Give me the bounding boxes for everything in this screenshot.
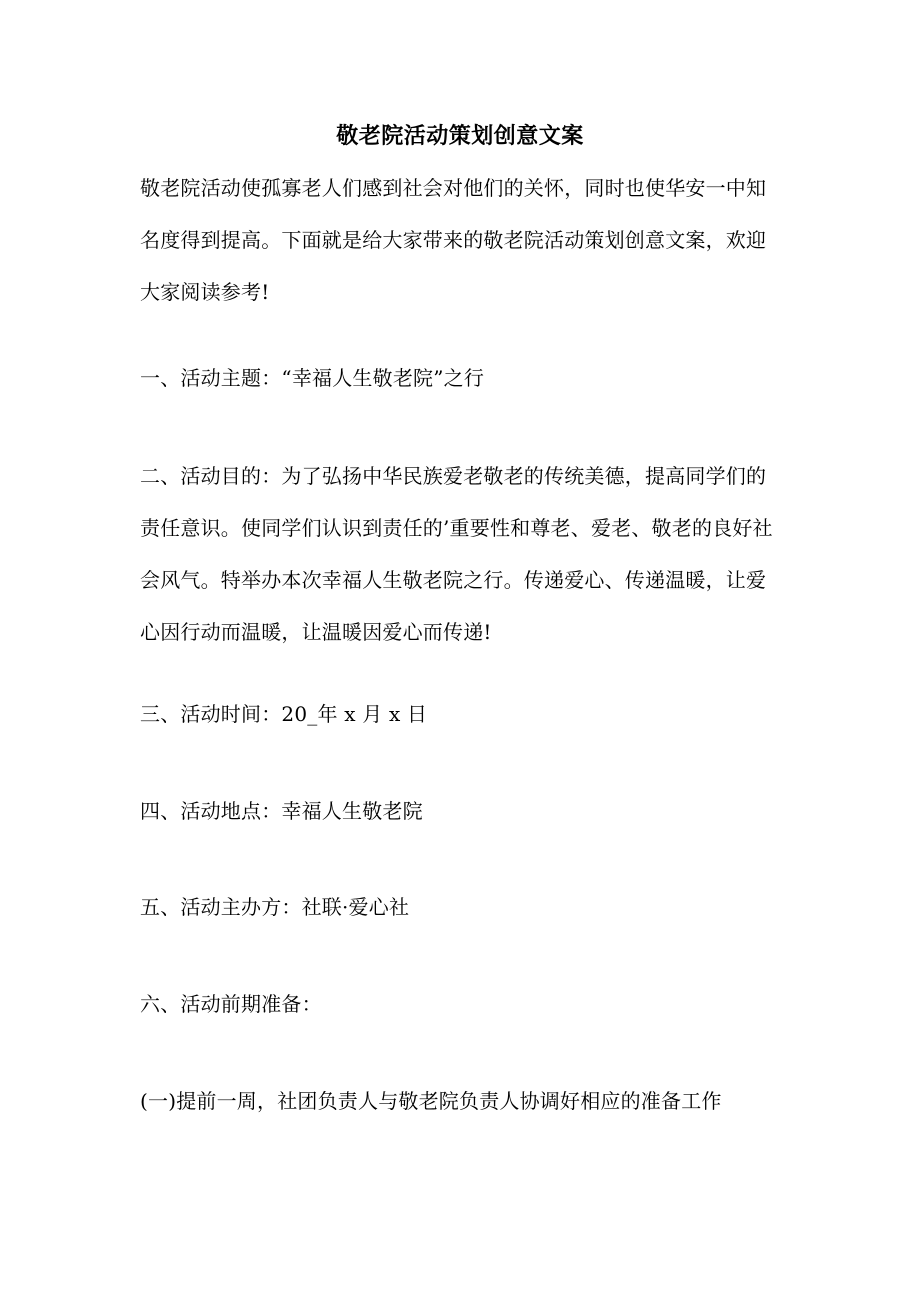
section-time: 三、活动时间：20_年 x 月 x 日 (140, 702, 428, 726)
section-preparation-step-1: (一)提前一周，社团负责人与敬老院负责人协调好相应的准备工作 (140, 1089, 722, 1113)
section-organizer: 五、活动主办方：社联·爱心社 (140, 895, 410, 919)
section-preparation: 六、活动前期准备： (140, 992, 322, 1016)
section-purpose: 二、活动目的：为了弘扬中华民族爱老敬老的传统美德，提高同学们的责任意识。使同学们认识到责任的’重要性和尊老、爱老、敬老的良好社会风气。特举办本次幸福人生敬老院之行。传递爱心、传递温暖，让爱心因行动而温暖，让温暖因爱心而传递! (140, 464, 773, 644)
document-title: 敬老院活动策划创意文案 (336, 123, 584, 149)
section-location: 四、活动地点：幸福人生敬老院 (140, 799, 423, 823)
intro-paragraph: 敬老院活动使孤寡老人们感到社会对他们的关怀，同时也使华安一中知名度得到提高。下面就是给大家带来的敬老院活动策划创意文案，欢迎大家阅读参考! (140, 176, 767, 304)
section-theme: 一、活动主题：“幸福人生敬老院”之行 (140, 366, 485, 390)
